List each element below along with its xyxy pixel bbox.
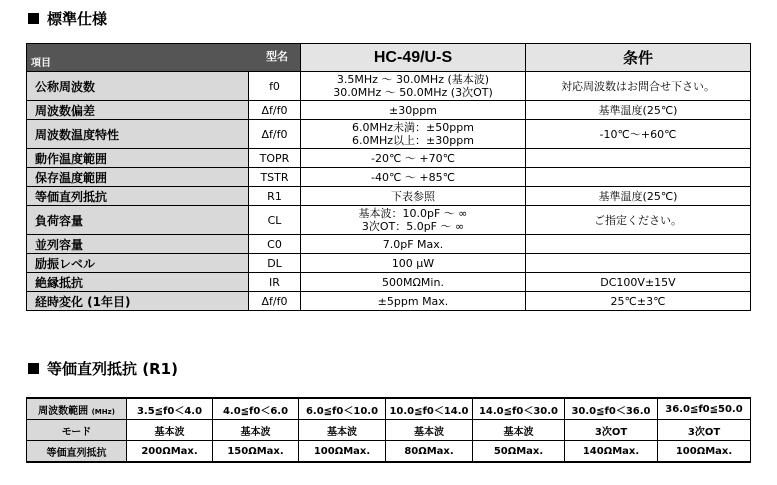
spec-symbol: Δf/f0 [249,292,301,311]
header-kata: 型名 [266,50,288,63]
spec-row [27,72,751,101]
spec-condition: 対応周波数はお問合せ下さい。 [526,72,751,101]
spec-symbol: DL [249,254,301,273]
section-title-text: 標準仕様 [47,10,108,28]
spec-row [27,149,751,168]
esr-mode-row [27,420,751,441]
spec-symbol: R1 [249,187,301,206]
spec-value: ±5ppm Max. [301,292,526,311]
spec-value: 下表参照 [301,187,526,206]
spec-row [27,273,751,292]
spec-value: 7.0pF Max. [301,235,526,254]
spec-symbol: Δf/f0 [249,120,301,149]
spec-symbol: TSTR [249,168,301,187]
esr-resistance-row [27,441,751,463]
spec-value-line: 基本波：10.0pF ～ ∞ [358,207,468,220]
spec-item-label: 周波数偏差 [27,101,249,120]
spec-row [27,206,751,235]
spec-condition: DC100V±15V [526,273,751,292]
section-title-text: 等価直列抵抗 (R1) [47,360,178,378]
spec-item-label: 励振レベル [27,254,249,273]
spec-value: -20℃ ～ +70℃ [301,149,526,168]
spec-value-line: 6.0MHz以上：±30ppm [352,134,474,147]
esr-range-cell: 3.5≦f0＜4.0 [127,398,213,420]
esr-mode-cell: 基本波 [386,420,473,441]
esr-resistance-cell: 200ΩMax. [127,441,213,463]
spec-condition: 基準温度(25℃) [526,101,751,120]
spec-item-label: 負荷容量 [27,206,249,235]
square-bullet-icon [28,363,39,374]
esr-mode-cell: 3次OT [658,420,751,441]
esr-range-cell: 6.0≦f0＜10.0 [299,398,386,420]
esr-range-cell: 36.0≦f0≦50.0 [658,398,751,420]
spec-row [27,120,751,149]
spec-condition: 基準温度(25℃) [526,187,751,206]
spec-row [27,292,751,311]
spec-item-label: 並列容量 [27,235,249,254]
esr-mode-cell: 基本波 [299,420,386,441]
spec-condition [526,254,751,273]
spec-value: 100 μW [301,254,526,273]
spec-symbol: TOPR [249,149,301,168]
spec-symbol: f0 [249,72,301,101]
spec-header-item-cell [27,44,301,72]
header-condition: 条件 [526,44,751,72]
spec-value [301,120,526,149]
spec-value: ±30ppm [301,101,526,120]
header-koumoku: 項目 [31,58,51,69]
section-title-standard-spec [28,8,107,29]
square-bullet-icon [28,13,39,24]
spec-symbol: CL [249,206,301,235]
spec-value-line: 3次OT：5.0pF ～ ∞ [361,220,465,233]
esr-row-label-mode: モード [27,420,127,441]
spec-row [27,254,751,273]
esr-resistance-cell: 150ΩMax. [213,441,299,463]
esr-resistance-cell: 100ΩMax. [658,441,751,463]
spec-value-line: 30.0MHz ～ 50.0MHz (3次OT) [333,86,493,99]
esr-row-label-resistance: 等価直列抵抗 [27,441,127,463]
spec-value-line: 3.5MHz ～ 30.0MHz (基本波) [336,73,490,86]
spec-row [27,235,751,254]
spec-item-label: 絶縁抵抗 [27,273,249,292]
spec-item-label: 公称周波数 [27,72,249,101]
spec-row [27,168,751,187]
esr-range-cell: 30.0≦f0＜36.0 [565,398,658,420]
spec-item-label: 等価直列抵抗 [27,187,249,206]
header-model: HC-49/U-S [301,44,526,72]
spec-symbol: Δf/f0 [249,101,301,120]
esr-resistance-cell: 80ΩMax. [386,441,473,463]
esr-range-unit: (MHz) [91,407,115,416]
spec-row [27,187,751,206]
spec-value: 500MΩMin. [301,273,526,292]
esr-table [26,397,751,463]
spec-table [26,43,751,311]
esr-range-cell: 10.0≦f0＜14.0 [386,398,473,420]
esr-resistance-cell: 100ΩMax. [299,441,386,463]
spec-condition: ご指定ください。 [526,206,751,235]
spec-header-row [27,44,751,72]
spec-value [301,206,526,235]
spec-value [301,72,526,101]
spec-symbol: IR [249,273,301,292]
section-title-esr [28,358,178,379]
spec-value-line: 6.0MHz未満：±50ppm [352,121,474,134]
spec-symbol: C0 [249,235,301,254]
spec-item-label: 動作温度範囲 [27,149,249,168]
spec-row [27,101,751,120]
esr-range-cell: 14.0≦f0＜30.0 [473,398,565,420]
esr-range-label-text: 周波数範囲 [38,405,89,417]
esr-mode-cell: 基本波 [473,420,565,441]
esr-mode-cell: 3次OT [565,420,658,441]
spec-value: -40℃ ～ +85℃ [301,168,526,187]
spec-item-label: 周波数温度特性 [27,120,249,149]
esr-resistance-cell: 140ΩMax. [565,441,658,463]
esr-mode-cell: 基本波 [213,420,299,441]
esr-mode-cell: 基本波 [127,420,213,441]
esr-range-row [27,398,751,420]
esr-resistance-cell: 50ΩMax. [473,441,565,463]
esr-row-label-range [27,398,127,420]
spec-item-label: 保存温度範囲 [27,168,249,187]
spec-condition [526,149,751,168]
spec-condition [526,168,751,187]
spec-item-label: 経時変化 (1年目) [27,292,249,311]
spec-condition: -10℃～+60℃ [526,120,751,149]
spec-condition [526,235,751,254]
spec-condition: 25℃±3℃ [526,292,751,311]
esr-range-cell: 4.0≦f0＜6.0 [213,398,299,420]
